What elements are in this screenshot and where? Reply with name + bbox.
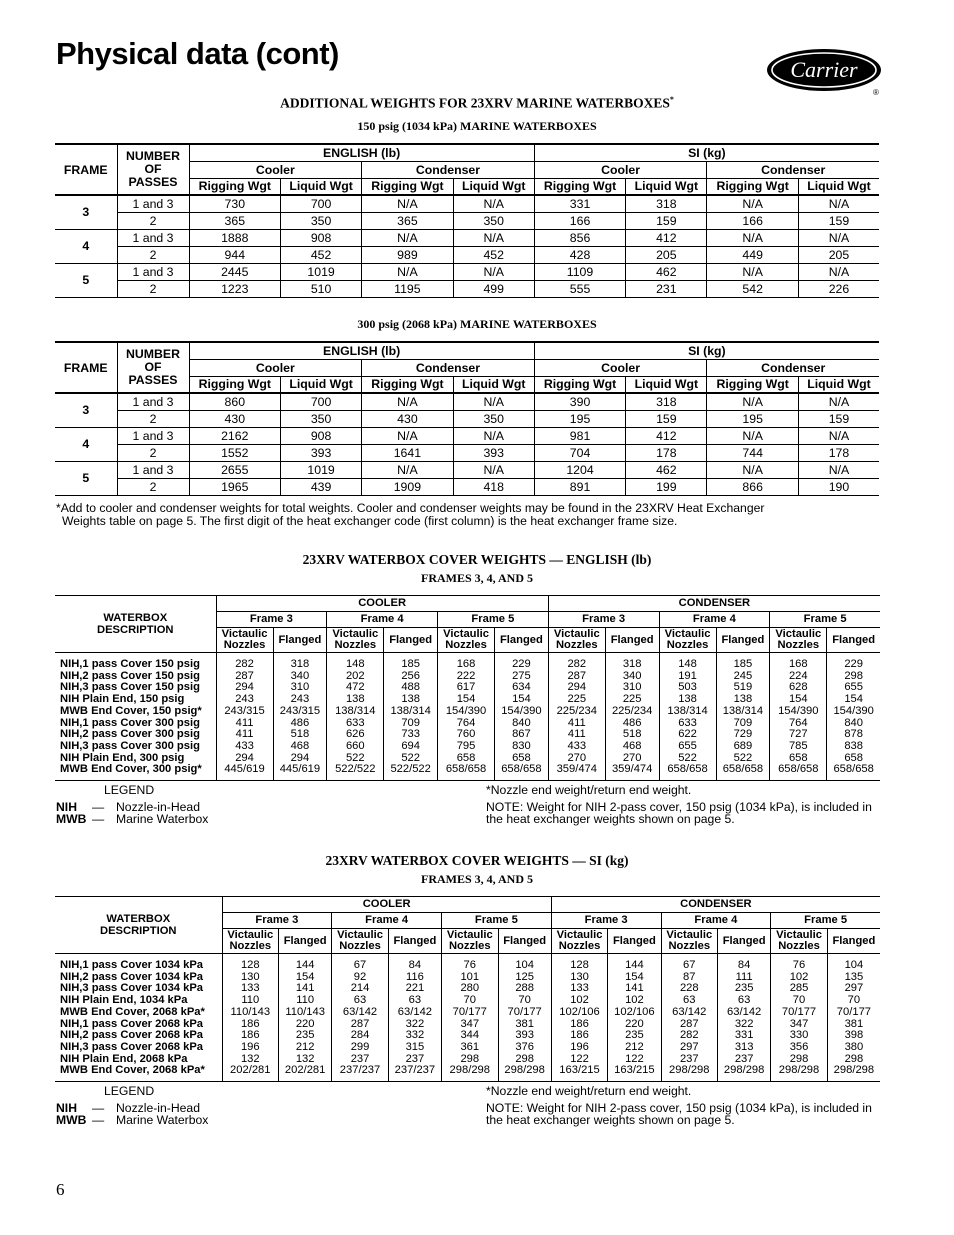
col-si-condenser: Condenser (707, 359, 879, 376)
legend-title: LEGEND (104, 783, 155, 797)
value-cell: 104 135 297 70 70/177 381 398 380 298 298/298 (827, 954, 880, 1082)
cover-english-title: 23XRV WATERBOX COVER WEIGHTS — ENGLISH (lb) (302, 552, 652, 567)
value-cell: 1909 (362, 478, 454, 495)
passes-cell: 2 (117, 478, 189, 495)
col-flanged: Flanged (605, 628, 659, 653)
table-row (55, 461, 879, 478)
value-cell: 168 224 628 154 154/390 764 727 785 658 658/658 (770, 653, 827, 781)
value-cell: 185 256 488 138 138/314 709 733 694 522 522/522 (384, 653, 438, 781)
value-cell: 148 191 503 138 138/314 633 622 655 522 658/658 (659, 653, 716, 781)
table-row (55, 263, 879, 280)
col-frame3: Frame 3 (551, 913, 661, 929)
value-cell: 744 (707, 444, 799, 461)
table-row (55, 229, 879, 246)
value-cell: 452 (453, 246, 534, 263)
col-frame4: Frame 4 (327, 612, 438, 628)
col-frame5: Frame 5 (770, 612, 880, 628)
value-cell: N/A (707, 229, 799, 246)
col-rigging: Rigging Wgt (362, 376, 454, 393)
marine-section-title: ADDITIONAL WEIGHTS FOR 23XRV MARINE WATERBOXES* (280, 95, 674, 111)
col-victaulic: Victaulic Nozzles (222, 929, 279, 954)
col-victaulic: Victaulic Nozzles (771, 929, 828, 954)
value-cell: 2655 (189, 461, 281, 478)
col-english: ENGLISH (lb) (189, 144, 534, 161)
col-frame5: Frame 5 (438, 612, 549, 628)
value-cell: 318 340 310 225 225/234 486 518 468 270 359/474 (605, 653, 659, 781)
passes-cell: 2 (117, 246, 189, 263)
col-rigging: Rigging Wgt (707, 376, 799, 393)
value-cell: 166 (707, 212, 799, 229)
col-frame5: Frame 5 (771, 913, 880, 929)
value-cell: N/A (707, 461, 799, 478)
value-cell: 2162 (189, 427, 281, 444)
col-frame5: Frame 5 (442, 913, 552, 929)
col-liquid: Liquid Wgt (281, 178, 362, 195)
col-passes: NUMBER OF PASSES (117, 342, 189, 393)
value-cell: 318 (626, 393, 707, 410)
logo-text: Carrier (790, 57, 858, 82)
value-cell: 989 (362, 246, 454, 263)
col-victaulic: Victaulic Nozzles (551, 929, 608, 954)
col-liquid: Liquid Wgt (453, 376, 534, 393)
value-cell: 195 (707, 410, 799, 427)
passes-cell: 2 (117, 444, 189, 461)
registered-mark: ® (873, 88, 879, 97)
col-flanged: Flanged (388, 929, 441, 954)
table-row (55, 246, 879, 263)
value-cell: N/A (362, 229, 454, 246)
value-cell: 365 (189, 212, 281, 229)
legend-title: LEGEND (104, 1084, 155, 1098)
value-cell: 1552 (189, 444, 281, 461)
passes-cell: 1 and 3 (117, 195, 189, 212)
value-cell: 428 (534, 246, 626, 263)
value-cell: 350 (453, 410, 534, 427)
value-cell: 700 (281, 393, 362, 410)
value-cell: 891 (534, 478, 626, 495)
col-passes: NUMBER OF PASSES (117, 144, 189, 195)
col-si-condenser: Condenser (707, 161, 879, 178)
value-cell: 439 (281, 478, 362, 495)
value-cell: 331 (534, 195, 626, 212)
cover-english-table (55, 595, 880, 781)
col-si: SI (kg) (534, 144, 879, 161)
value-cell: 499 (453, 280, 534, 297)
value-cell: 365 (362, 212, 454, 229)
value-cell: N/A (362, 195, 454, 212)
value-cell: N/A (707, 263, 799, 280)
value-cell: 944 (189, 246, 281, 263)
value-cell: 199 (626, 478, 707, 495)
col-english-condenser: Condenser (362, 161, 535, 178)
col-liquid: Liquid Wgt (453, 178, 534, 195)
value-cell: 1223 (189, 280, 281, 297)
value-cell: 908 (281, 229, 362, 246)
value-cell: 449 (707, 246, 799, 263)
value-cell: 350 (281, 212, 362, 229)
col-si-cooler: Cooler (534, 161, 707, 178)
frame-cell: 4 (55, 427, 117, 461)
table-body (55, 653, 880, 781)
col-liquid: Liquid Wgt (281, 376, 362, 393)
col-flanged: Flanged (384, 628, 438, 653)
col-liquid: Liquid Wgt (626, 376, 707, 393)
value-cell: 205 (626, 246, 707, 263)
passes-cell: 1 and 3 (117, 427, 189, 444)
value-cell: 462 (626, 461, 707, 478)
value-cell: 393 (281, 444, 362, 461)
col-flanged: Flanged (716, 628, 770, 653)
value-cell: N/A (453, 195, 534, 212)
value-cell: 104 125 288 70 70/177 381 393 376 298 298/298 (498, 954, 551, 1082)
value-cell: 350 (281, 410, 362, 427)
col-rigging: Rigging Wgt (534, 178, 626, 195)
value-cell: 1019 (281, 461, 362, 478)
table-row (55, 427, 879, 444)
passes-cell: 1 and 3 (117, 263, 189, 280)
value-cell: 159 (626, 212, 707, 229)
value-cell: N/A (798, 195, 879, 212)
col-frame4: Frame 4 (661, 913, 771, 929)
col-victaulic: Victaulic Nozzles (770, 628, 827, 653)
value-cell: N/A (362, 263, 454, 280)
col-english-cooler: Cooler (189, 161, 362, 178)
value-cell: 555 (534, 280, 626, 297)
col-victaulic: Victaulic Nozzles (548, 628, 605, 653)
value-cell: 412 (626, 229, 707, 246)
table-row (55, 444, 879, 461)
frame-cell: 5 (55, 263, 117, 297)
col-frame3: Frame 3 (548, 612, 659, 628)
value-cell: 1888 (189, 229, 281, 246)
value-cell: 159 (798, 212, 879, 229)
col-frame: FRAME (55, 144, 117, 195)
value-cell: 390 (534, 393, 626, 410)
marine-footnote: *Add to cooler and condenser weights for total weights. Cooler and condenser weights may be found in the 23XRV Heat Exchanger Weights table on page 5. The first digit of the heat exchanger code (first column) is the heat exchanger frame size. (56, 501, 765, 528)
col-victaulic: Victaulic Nozzles (442, 929, 499, 954)
col-rigging: Rigging Wgt (707, 178, 799, 195)
note-english: *Nozzle end weight/return end weight. NOTE: Weight for NIH 2-pass cover, 150 psig (1034 kPa), is included in the heat exchanger weights shown on page 5. (486, 783, 872, 826)
passes-cell: 1 and 3 (117, 461, 189, 478)
value-cell: 144 154 141 102 102/106 220 235 212 122 163/215 (608, 954, 661, 1082)
col-waterbox-description: WATERBOX DESCRIPTION (55, 897, 222, 954)
value-cell: 452 (281, 246, 362, 263)
col-victaulic: Victaulic Nozzles (327, 628, 384, 653)
value-cell: 350 (453, 212, 534, 229)
passes-cell: 1 and 3 (117, 229, 189, 246)
value-cell: 178 (626, 444, 707, 461)
value-cell: N/A (798, 427, 879, 444)
value-cell: 76 102 285 70 70/177 347 330 356 298 298/298 (771, 954, 828, 1082)
table-row (55, 478, 879, 495)
value-cell: 1195 (362, 280, 454, 297)
cover-english-subtitle: FRAMES 3, 4, AND 5 (420, 571, 533, 585)
table-row (55, 280, 879, 297)
value-cell: 412 (626, 427, 707, 444)
value-cell: 84 116 221 63 63/142 322 332 315 237 237/237 (388, 954, 441, 1082)
col-flanged: Flanged (718, 929, 771, 954)
passes-cell: 1 and 3 (117, 393, 189, 410)
value-cell: 229 275 634 154 154/390 840 867 830 658 658/658 (495, 653, 549, 781)
table-row (55, 393, 879, 410)
page-title: Physical data (cont) (56, 36, 339, 71)
value-cell: N/A (453, 427, 534, 444)
col-victaulic: Victaulic Nozzles (332, 929, 389, 954)
passes-cell: 2 (117, 212, 189, 229)
col-rigging: Rigging Wgt (189, 376, 281, 393)
cover-si-table (55, 896, 880, 1082)
col-condenser: CONDENSER (548, 596, 880, 612)
value-cell: 393 (453, 444, 534, 461)
frame-cell: 5 (55, 461, 117, 495)
value-cell: 229 298 655 154 154/390 840 878 838 658 658/658 (827, 653, 880, 781)
value-cell: 318 (626, 195, 707, 212)
value-cell: 148 202 472 138 138/314 633 626 660 522 522/522 (327, 653, 384, 781)
col-cooler: COOLER (216, 596, 548, 612)
col-frame3: Frame 3 (216, 612, 327, 628)
col-flanged: Flanged (827, 929, 880, 954)
value-cell: 856 (534, 229, 626, 246)
value-cell: 704 (534, 444, 626, 461)
col-condenser: CONDENSER (551, 897, 880, 913)
value-cell: N/A (707, 195, 799, 212)
page-number: 6 (56, 1180, 65, 1199)
value-cell: 908 (281, 427, 362, 444)
col-flanged: Flanged (498, 929, 551, 954)
passes-cell: 2 (117, 280, 189, 297)
col-rigging: Rigging Wgt (189, 178, 281, 195)
value-cell: 430 (362, 410, 454, 427)
value-cell: 159 (798, 410, 879, 427)
value-cell: N/A (707, 393, 799, 410)
value-cell: 166 (534, 212, 626, 229)
legend-english: LEGEND NIH — Nozzle-in-Head MWB — Marine Waterbox (56, 783, 209, 826)
frame-cell: 3 (55, 195, 117, 229)
note-si: *Nozzle end weight/return end weight. NOTE: Weight for NIH 2-pass cover, 150 psig (1034 kPa), is included in the heat exchanger weights shown on page 5. (486, 1084, 872, 1127)
value-cell: 860 (189, 393, 281, 410)
value-cell: N/A (798, 263, 879, 280)
value-cell: N/A (707, 427, 799, 444)
value-cell: N/A (453, 229, 534, 246)
value-cell: 1965 (189, 478, 281, 495)
value-cell: N/A (362, 461, 454, 478)
value-cell: N/A (453, 461, 534, 478)
col-flanged: Flanged (827, 628, 880, 653)
cover-si-subtitle: FRAMES 3, 4, AND 5 (420, 872, 533, 886)
col-si-cooler: Cooler (534, 359, 707, 376)
value-cell: 1641 (362, 444, 454, 461)
col-english-condenser: Condenser (362, 359, 535, 376)
frame-cell: 4 (55, 229, 117, 263)
col-frame3: Frame 3 (222, 913, 332, 929)
col-rigging: Rigging Wgt (534, 376, 626, 393)
value-cell: N/A (798, 229, 879, 246)
col-victaulic: Victaulic Nozzles (661, 929, 718, 954)
col-victaulic: Victaulic Nozzles (438, 628, 495, 653)
col-frame4: Frame 4 (659, 612, 770, 628)
value-cell: 76 101 280 70 70/177 347 344 361 298 298/298 (442, 954, 499, 1082)
value-cell: 730 (189, 195, 281, 212)
value-cell: 1109 (534, 263, 626, 280)
value-cell: 205 (798, 246, 879, 263)
value-cell: 231 (626, 280, 707, 297)
col-victaulic: Victaulic Nozzles (216, 628, 273, 653)
frame-cell: 3 (55, 393, 117, 427)
value-cell: 1204 (534, 461, 626, 478)
value-cell: 226 (798, 280, 879, 297)
marine-150-subtitle: 150 psig (1034 kPa) MARINE WATERBOXES (357, 119, 597, 133)
col-liquid: Liquid Wgt (626, 178, 707, 195)
value-cell: N/A (362, 393, 454, 410)
value-cell: N/A (453, 263, 534, 280)
value-cell: 159 (626, 410, 707, 427)
description-cell: NIH,1 pass Cover 1034 kPa NIH,2 pass Cover 1034 kPa NIH,3 pass Cover 1034 kPa NIH Plain End, 1034 kPa MWB End Cover, 2068 kPa* NIH,1 pass Cover 2068 kPa NIH,2 pass Cover 2068 kPa NIH,3 pass Cover 2068 kPa NIH Plain End, 2068 kPa MWB End Cover, 2068 kPa* (55, 954, 222, 1082)
col-flanged: Flanged (279, 929, 332, 954)
col-si: SI (kg) (534, 342, 879, 359)
col-rigging: Rigging Wgt (362, 178, 454, 195)
col-victaulic: Victaulic Nozzles (659, 628, 716, 653)
col-flanged: Flanged (608, 929, 661, 954)
passes-cell: 2 (117, 410, 189, 427)
col-waterbox-description: WATERBOX DESCRIPTION (55, 596, 216, 653)
value-cell: 168 222 617 154 154/390 764 760 795 658 658/658 (438, 653, 495, 781)
table-row (55, 410, 879, 427)
value-cell: 866 (707, 478, 799, 495)
value-cell: 700 (281, 195, 362, 212)
cover-si-title: 23XRV WATERBOX COVER WEIGHTS — SI (kg) (325, 853, 629, 868)
value-cell: 282 287 294 225 225/234 411 411 433 270 359/474 (548, 653, 605, 781)
value-cell: 542 (707, 280, 799, 297)
marine-150-table (55, 143, 879, 298)
col-liquid: Liquid Wgt (798, 178, 879, 195)
value-cell: 144 154 141 110 110/143 220 235 212 132 202/281 (279, 954, 332, 1082)
value-cell: N/A (798, 461, 879, 478)
col-frame4: Frame 4 (332, 913, 442, 929)
value-cell: 462 (626, 263, 707, 280)
value-cell: 981 (534, 427, 626, 444)
value-cell: 128 130 133 102 102/106 186 186 196 122 163/215 (551, 954, 608, 1082)
value-cell: 195 (534, 410, 626, 427)
table-row (55, 195, 879, 212)
table-body (55, 954, 880, 1082)
value-cell: 178 (798, 444, 879, 461)
col-english: ENGLISH (lb) (189, 342, 534, 359)
value-cell: N/A (798, 393, 879, 410)
col-frame: FRAME (55, 342, 117, 393)
table-row (55, 212, 879, 229)
value-cell: 418 (453, 478, 534, 495)
carrier-logo (766, 47, 886, 97)
value-cell: 318 340 310 243 243/315 486 518 468 294 445/619 (273, 653, 327, 781)
value-cell: 2445 (189, 263, 281, 280)
value-cell: 510 (281, 280, 362, 297)
value-cell: 185 245 519 138 138/314 709 729 689 522 658/658 (716, 653, 770, 781)
value-cell: 190 (798, 478, 879, 495)
marine-300-table (55, 341, 879, 496)
description-cell: NIH,1 pass Cover 150 psig NIH,2 pass Cover 150 psig NIH,3 pass Cover 150 psig NIH Plain End, 150 psig MWB End Cover, 150 psig* NIH,1 pass Cover 300 psig NIH,2 pass Cover 300 psig NIH,3 pass Cover 300 psig NIH Plain End, 300 psig MWB End Cover, 300 psig* (55, 653, 216, 781)
value-cell: 67 92 214 63 63/142 287 284 299 237 237/237 (332, 954, 389, 1082)
value-cell: 1019 (281, 263, 362, 280)
col-cooler: COOLER (222, 897, 551, 913)
value-cell: 84 111 235 63 63/142 322 331 313 237 298/298 (718, 954, 771, 1082)
value-cell: N/A (362, 427, 454, 444)
value-cell: 282 287 294 243 243/315 411 411 433 294 445/619 (216, 653, 273, 781)
col-english-cooler: Cooler (189, 359, 362, 376)
col-flanged: Flanged (273, 628, 327, 653)
col-flanged: Flanged (495, 628, 549, 653)
value-cell: 67 87 228 63 63/142 287 282 297 237 298/298 (661, 954, 718, 1082)
value-cell: 128 130 133 110 110/143 186 186 196 132 202/281 (222, 954, 279, 1082)
value-cell: 430 (189, 410, 281, 427)
marine-300-subtitle: 300 psig (2068 kPa) MARINE WATERBOXES (357, 317, 597, 331)
col-liquid: Liquid Wgt (798, 376, 879, 393)
value-cell: N/A (453, 393, 534, 410)
legend-si: LEGEND NIH — Nozzle-in-Head MWB — Marine Waterbox (56, 1084, 209, 1127)
